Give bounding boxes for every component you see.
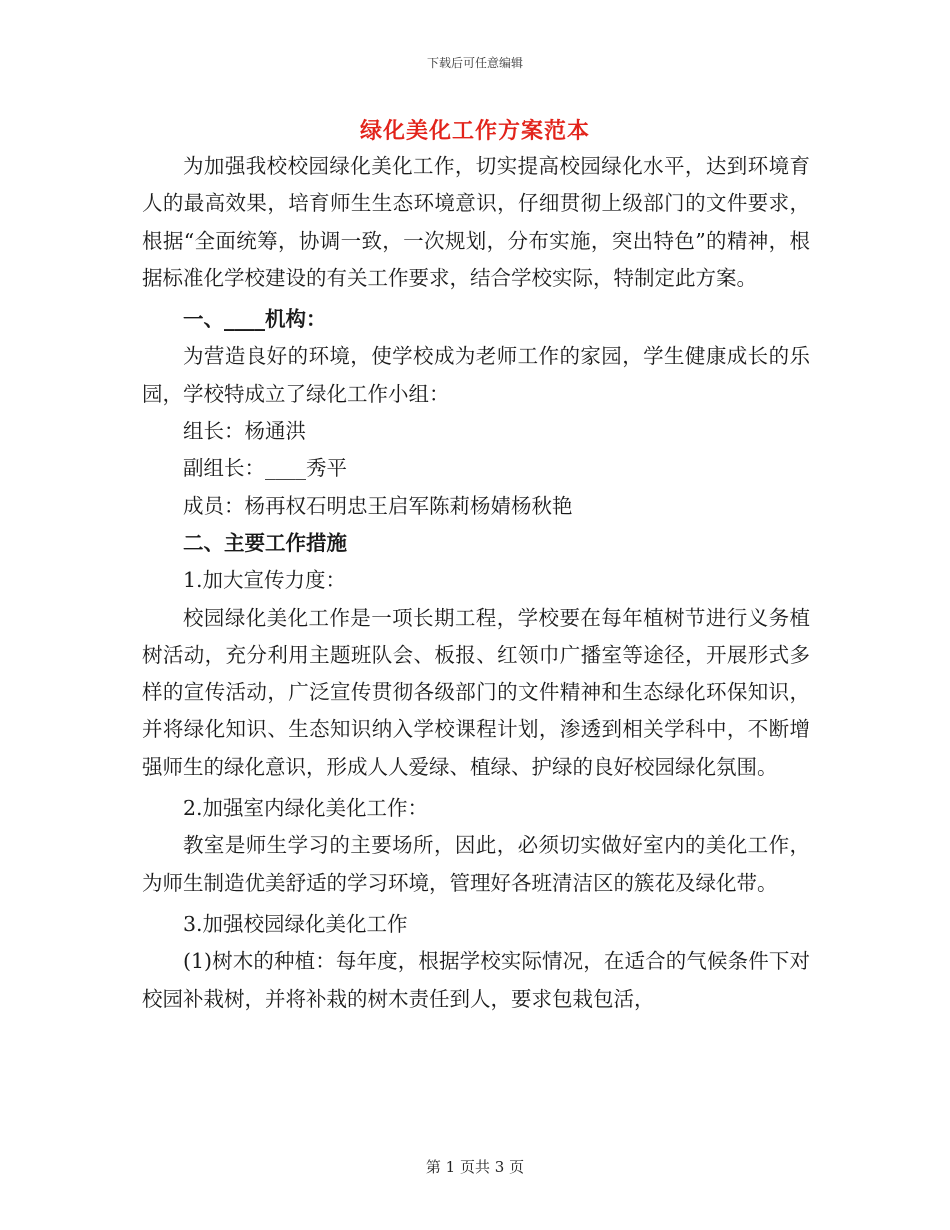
page-footer: 第 1 页共 3 页 — [425, 1158, 525, 1176]
section2-heading: 二、主要工作措施 — [183, 530, 347, 555]
item3-heading: 3.加强校园绿化美化工作 — [183, 911, 408, 936]
item1-paragraph: 校园绿化美化工作是一项长期工程，学校要在每年植树节进行义务植树活动，充分利用主题班队会、板报、红领巾广播室等途径，开展形式多样的宣传活动，广泛宣传贯彻各级部门的文件精神和生态绿化环保知识，并将绿化知识、生态知识纳入学校课程计划，渗透到相关学科中，不断增强师生的绿化意识，形成人人爱绿、植绿、护绿的良好校园绿化氛围。 — [142, 605, 810, 779]
document-title: 绿化美化工作方案范本 — [359, 118, 590, 144]
leader-line: 组长：杨通洪 — [183, 419, 306, 444]
members-line: 成员：杨再权石明忠王启军陈莉杨婧杨秋艳 — [183, 493, 573, 518]
item3-sub1-paragraph: (1)树木的种植：每年度，根据学校实际情况，在适合的气候条件下对校园补栽树，并将补栽的树木责任到人，要求包栽包活， — [142, 949, 810, 1011]
header-note: 下载后可任意编辑 — [426, 56, 523, 70]
vice-leader-line: 副组长：____秀平 — [183, 456, 347, 481]
document-body — [142, 148, 810, 1018]
item1-heading: 1.加大宣传力度： — [183, 568, 347, 593]
section1-paragraph: 为营造良好的环境，使学校成为老师工作的家园，学生健康成长的乐园，学校特成立了绿化工作小组： — [142, 344, 810, 406]
item2-heading: 2.加强室内绿化美化工作： — [183, 796, 429, 821]
item2-paragraph: 教室是师生学习的主要场所，因此，必须切实做好室内的美化工作，为师生制造优美舒适的学习环境，管理好各班清洁区的簇花及绿化带。 — [142, 833, 810, 895]
intro-paragraph: 为加强我校校园绿化美化工作，切实提高校园绿化水平，达到环境育人的最高效果，培育师生生态环境意识，仔细贯彻上级部门的文件要求，根据“全面统筹，协调一致，一次规划，分布实施，突出特色”的精神，根据标准化学校建设的有关工作要求，结合学校实际，特制定此方案。 — [142, 154, 810, 290]
section1-heading: 一、____机构： — [183, 307, 327, 332]
